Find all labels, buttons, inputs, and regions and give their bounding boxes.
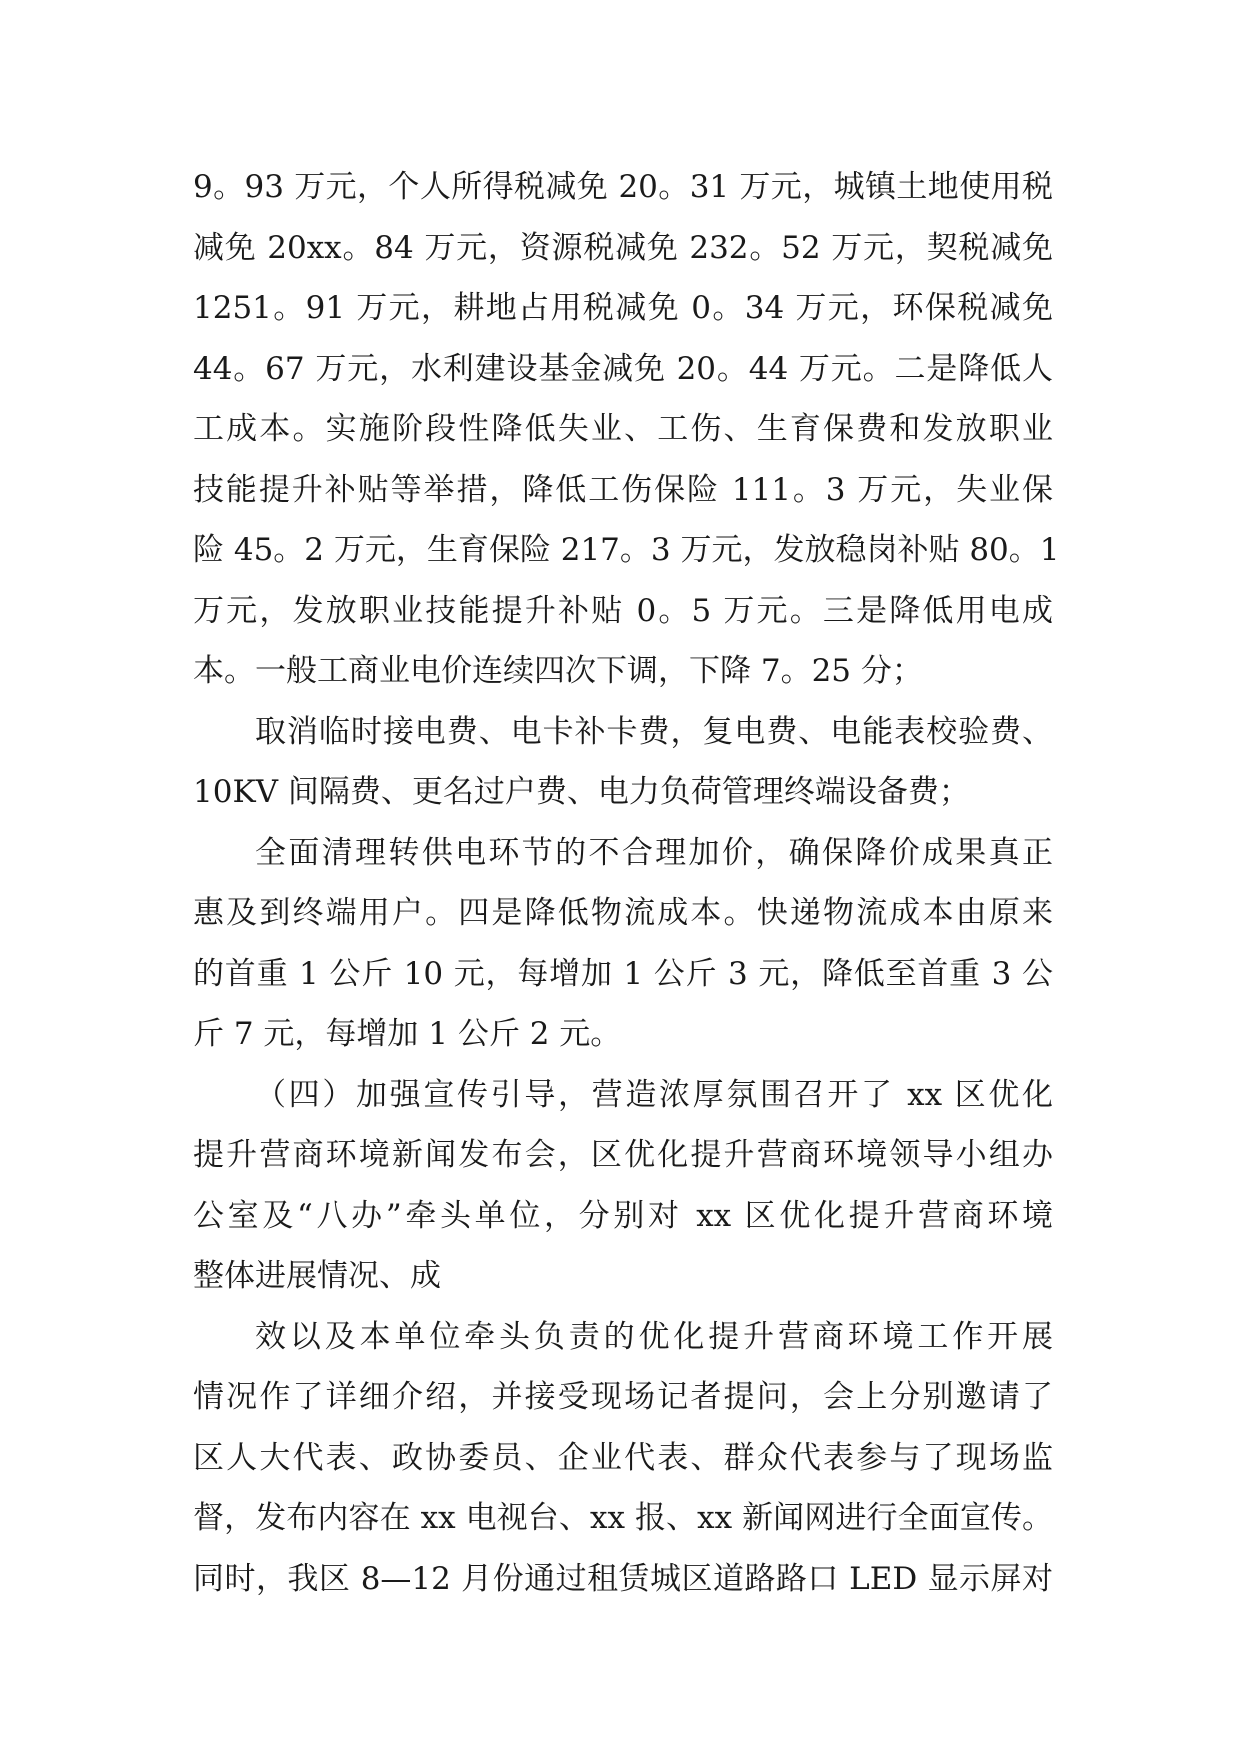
text-line: 督，发布内容在 xx 电视台、xx 报、xx 新闻网进行全面宣传。 (193, 1500, 1053, 1536)
text-line: 险 45。2 万元，生育保险 217。3 万元，发放稳岗补贴 80。1 (193, 532, 1060, 568)
text-line: 技能提升补贴等举措，降低工伤保险 111。3 万元，失业保 (193, 471, 1053, 508)
text-line: 效以及本单位牵头负责的优化提升营商环境工作开展 (255, 1318, 1053, 1355)
text-line: （四）加强宣传引导，营造浓厚氛围召开了 xx 区优化 (255, 1076, 1053, 1113)
text-line: 惠及到终端用户。四是降低物流成本。快递物流成本由原来 (193, 895, 1053, 931)
text-line: 44。67 万元，水利建设基金减免 20。44 万元。二是降低人 (193, 350, 1053, 387)
text-line: 情况作了详细介绍，并接受现场记者提问，会上分别邀请了 (193, 1379, 1053, 1415)
text-line: 整体进展情况、成 (193, 1258, 441, 1294)
text-line: 全面清理转供电环节的不合理加价，确保降价成果真正 (255, 834, 1053, 871)
text-line: 1251。91 万元，耕地占用税减免 0。34 万元，环保税减免 (193, 290, 1053, 326)
text-line: 提升营商环境新闻发布会，区优化提升营商环境领导小组办 (193, 1137, 1053, 1173)
text-line: 万元，发放职业技能提升补贴 0。5 万元。三是降低用电成 (193, 592, 1053, 629)
text-line: 10KV 间隔费、更名过户费、电力负荷管理终端设备费； (193, 774, 970, 810)
text-line: 斤 7 元，每增加 1 公斤 2 元。 (193, 1016, 622, 1052)
text-line: 取消临时接电费、电卡补卡费，复电费、电能表校验费、 (255, 713, 1053, 750)
text-line: 同时，我区 8—12 月份通过租赁城区道路路口 LED 显示屏对 (193, 1560, 1053, 1597)
text-line: 的首重 1 公斤 10 元，每增加 1 公斤 3 元，降低至首重 3 公 (193, 955, 1053, 992)
text-line: 减免 20xx。84 万元，资源税减免 232。52 万元，契税减免 (193, 229, 1053, 266)
text-line: 本。一般工商业电价连续四次下调，下降 7。25 分； (193, 653, 923, 689)
document-page (193, 157, 1060, 1609)
text-line: 工成本。实施阶段性降低失业、工伤、生育保费和发放职业 (193, 411, 1053, 447)
text-line: 公室及“八办”牵头单位，分别对 xx 区优化提升营商环境 (193, 1197, 1053, 1234)
text-line: 区人大代表、政协委员、企业代表、群众代表参与了现场监 (193, 1439, 1053, 1476)
text-line: 9。93 万元，个人所得税减免 20。31 万元，城镇土地使用税 (193, 169, 1053, 205)
